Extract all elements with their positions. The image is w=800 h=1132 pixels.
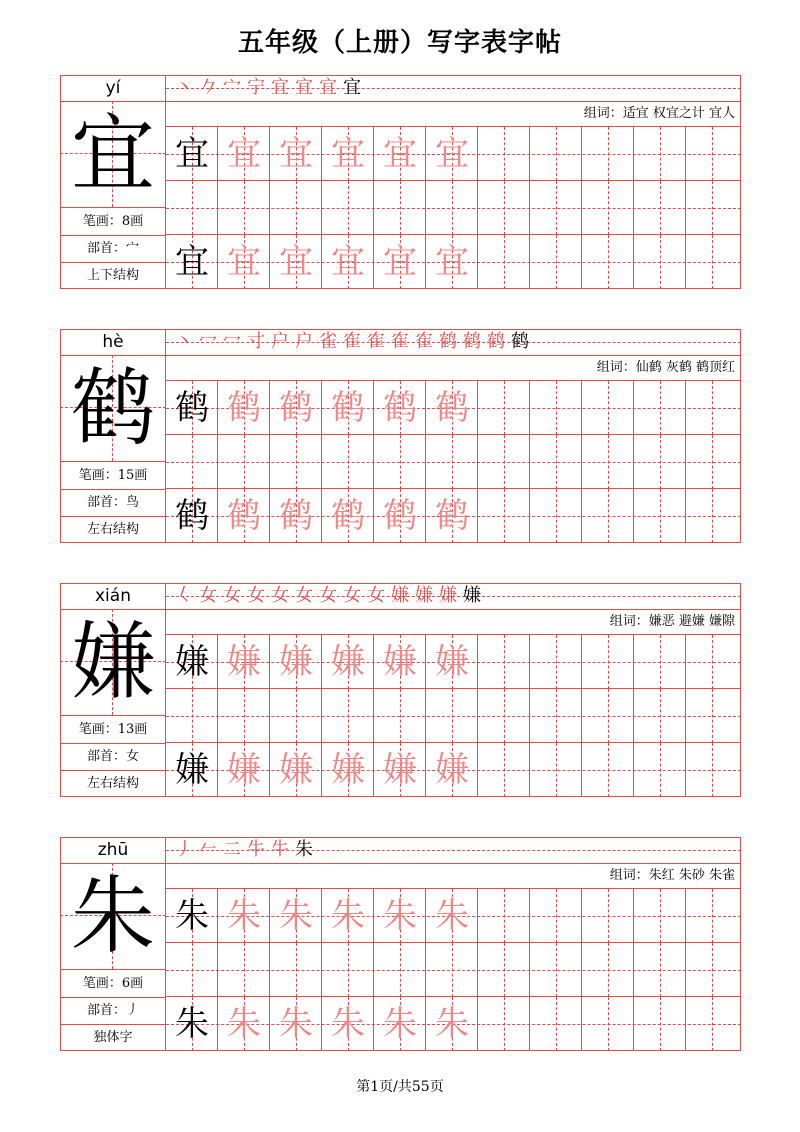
info-column	[60, 329, 166, 543]
stroke-order-row	[166, 75, 741, 101]
trace-character: 鹤	[227, 388, 261, 428]
stroke-step: 隺	[343, 331, 361, 352]
radical: 部首：丿	[86, 1003, 139, 1018]
large-character: 宜	[70, 105, 155, 203]
trace-character: 宜	[383, 242, 417, 282]
stroke-step: 𠂊	[199, 77, 217, 98]
model-character: 嫌	[175, 642, 209, 682]
stroke-step: 隺	[391, 331, 409, 352]
structure: 左右结构	[86, 522, 139, 537]
practice-grid-row	[166, 435, 741, 489]
stroke-step: 丿	[175, 839, 193, 860]
trace-character: 嫌	[331, 750, 365, 790]
structure: 独体字	[93, 1030, 133, 1045]
pinyin: zhū	[97, 840, 129, 860]
large-character: 朱	[70, 867, 155, 965]
word-examples: 组词：仙鹤 灰鹤 鹤顶红	[596, 360, 735, 375]
stroke-step: 嫌	[463, 585, 481, 606]
practice-grid-row	[166, 997, 741, 1051]
trace-character: 嫌	[383, 750, 417, 790]
trace-character: 朱	[279, 896, 313, 936]
character-block	[60, 583, 741, 797]
stroke-step: 嫌	[391, 585, 409, 606]
trace-character: 朱	[383, 1004, 417, 1044]
stroke-step: 嫌	[439, 585, 457, 606]
trace-character: 朱	[383, 896, 417, 936]
stroke-step: 女	[319, 585, 337, 606]
character-block	[60, 75, 741, 289]
stroke-step: 鹤	[487, 331, 505, 352]
trace-character: 嫌	[227, 750, 261, 790]
stroke-step: 牛	[271, 839, 289, 860]
words-row	[166, 863, 741, 889]
stroke-step: 宜	[319, 77, 337, 98]
stroke-count: 笔画：13画	[78, 722, 148, 737]
stroke-step: 宜	[343, 77, 361, 98]
trace-character: 嫌	[383, 642, 417, 682]
trace-character: 鹤	[383, 388, 417, 428]
radical: 部首：鸟	[86, 495, 139, 510]
trace-character: 鹤	[383, 496, 417, 536]
practice-grid-row	[166, 127, 741, 181]
trace-character: 宜	[383, 134, 417, 174]
practice-grid-row	[166, 689, 741, 743]
stroke-step: 朱	[295, 839, 313, 860]
words-row	[166, 355, 741, 381]
large-character-box	[60, 355, 166, 461]
words-row	[166, 609, 741, 635]
stroke-step: 雀	[319, 331, 337, 352]
practice-grid-row	[166, 943, 741, 997]
model-character: 朱	[175, 1004, 209, 1044]
practice-grid-row	[166, 381, 741, 435]
model-character: 宜	[175, 242, 209, 282]
words-row	[166, 101, 741, 127]
stroke-step: 女	[199, 585, 217, 606]
trace-character: 鹤	[279, 496, 313, 536]
trace-character: 嫌	[279, 642, 313, 682]
stroke-step: 冖	[199, 331, 217, 352]
large-character: 鹤	[70, 359, 155, 457]
practice-grid-row	[166, 635, 741, 689]
trace-character: 鹤	[435, 496, 469, 536]
trace-character: 朱	[435, 896, 469, 936]
stroke-step: 女	[247, 585, 265, 606]
trace-character: 鹤	[227, 496, 261, 536]
practice-grid-row	[166, 489, 741, 543]
stroke-step: 女	[367, 585, 385, 606]
stroke-step: 鹤	[439, 331, 457, 352]
trace-character: 朱	[279, 1004, 313, 1044]
stroke-step: 宀	[223, 77, 241, 98]
trace-character: 宜	[435, 242, 469, 282]
stroke-step: 户	[271, 331, 289, 352]
word-examples: 组词：适宜 权宜之计 宜人	[583, 106, 735, 121]
pinyin: yí	[105, 78, 121, 98]
practice-grid-row	[166, 181, 741, 235]
stroke-step: 女	[271, 585, 289, 606]
trace-character: 鹤	[279, 388, 313, 428]
stroke-count: 笔画：15画	[78, 468, 148, 483]
trace-character: 宜	[227, 134, 261, 174]
structure: 左右结构	[86, 776, 139, 791]
trace-character: 宜	[227, 242, 261, 282]
practice-grid-row	[166, 235, 741, 289]
stroke-step: 丶	[175, 331, 193, 352]
page-number: 第1页/共55页	[356, 1079, 444, 1095]
model-character: 嫌	[175, 750, 209, 790]
stroke-step: 隺	[367, 331, 385, 352]
large-character-box	[60, 609, 166, 715]
character-block	[60, 837, 741, 1051]
radical: 部首：女	[86, 749, 139, 764]
trace-character: 嫌	[227, 642, 261, 682]
trace-character: 嫌	[331, 642, 365, 682]
trace-character: 嫌	[279, 750, 313, 790]
trace-character: 朱	[227, 1004, 261, 1044]
radical: 部首：宀	[86, 241, 139, 256]
stroke-step: 鹤	[511, 331, 529, 352]
stroke-step: 户	[295, 331, 313, 352]
model-character: 鹤	[175, 388, 209, 428]
structure: 上下结构	[86, 268, 139, 283]
stroke-step: 隺	[415, 331, 433, 352]
large-character-box	[60, 101, 166, 207]
trace-character: 朱	[435, 1004, 469, 1044]
stroke-step: 女	[223, 585, 241, 606]
stroke-step: 二	[223, 839, 241, 860]
trace-character: 嫌	[435, 750, 469, 790]
trace-character: 宜	[279, 242, 313, 282]
pinyin: xián	[95, 586, 131, 606]
character-block	[60, 329, 741, 543]
word-examples: 组词：嫌恶 避嫌 嫌隙	[609, 614, 735, 629]
stroke-step: 宜	[271, 77, 289, 98]
stroke-step: 宁	[247, 77, 265, 98]
trace-character: 嫌	[435, 642, 469, 682]
info-column	[60, 583, 166, 797]
stroke-order-row	[166, 583, 741, 609]
trace-character: 朱	[227, 896, 261, 936]
stroke-step: 牛	[247, 839, 265, 860]
stroke-step: 宜	[295, 77, 313, 98]
practice-grid-row	[166, 743, 741, 797]
stroke-count: 笔画：8画	[82, 214, 144, 229]
stroke-count: 笔画：6画	[82, 976, 144, 991]
trace-character: 宜	[435, 134, 469, 174]
trace-character: 宜	[331, 242, 365, 282]
trace-character: 朱	[331, 896, 365, 936]
stroke-step: 寸	[247, 331, 265, 352]
model-character: 朱	[175, 896, 209, 936]
info-column	[60, 75, 166, 289]
stroke-step: 鹤	[463, 331, 481, 352]
model-character: 鹤	[175, 496, 209, 536]
model-character: 宜	[175, 134, 209, 174]
word-examples: 组词：朱红 朱砂 朱雀	[609, 868, 735, 883]
stroke-order-row	[166, 329, 741, 355]
pinyin: hè	[102, 332, 124, 352]
info-column	[60, 837, 166, 1051]
stroke-step: 女	[343, 585, 361, 606]
trace-character: 朱	[331, 1004, 365, 1044]
trace-character: 宜	[331, 134, 365, 174]
page-title: 五年级（上册）写字表字帖	[237, 28, 562, 58]
trace-character: 宜	[279, 134, 313, 174]
practice-grid-row	[166, 889, 741, 943]
stroke-step: 𡿨	[175, 585, 193, 606]
trace-character: 鹤	[435, 388, 469, 428]
large-character: 嫌	[70, 613, 155, 711]
stroke-step: 女	[295, 585, 313, 606]
stroke-step: 𠂉	[199, 839, 217, 860]
trace-character: 鹤	[331, 388, 365, 428]
stroke-step: 嫌	[415, 585, 433, 606]
trace-character: 鹤	[331, 496, 365, 536]
stroke-step: 冖	[223, 331, 241, 352]
large-character-box	[60, 863, 166, 969]
stroke-order-row	[166, 837, 741, 863]
stroke-step: 丶	[175, 77, 193, 98]
